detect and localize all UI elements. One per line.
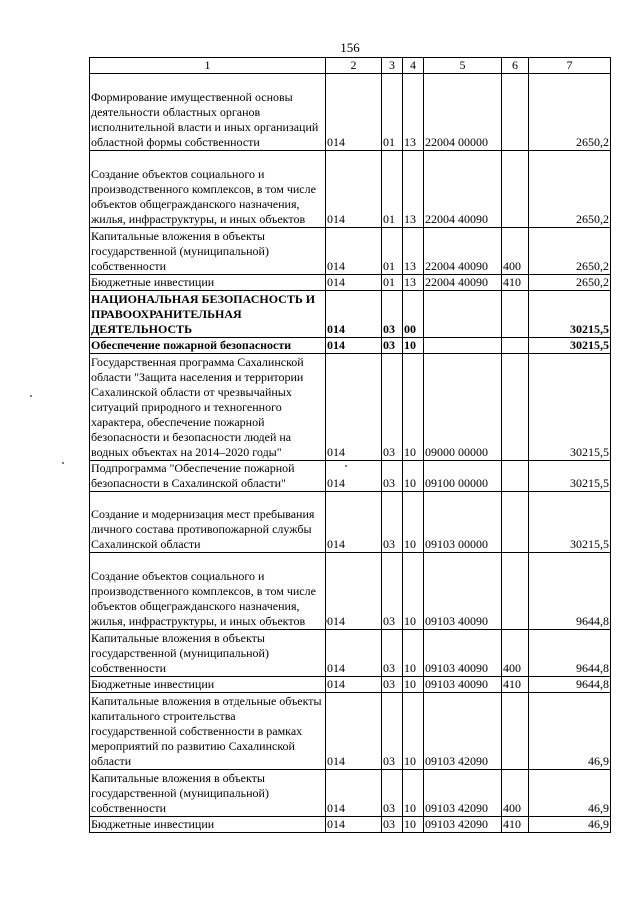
subsection-cell: 00	[403, 291, 424, 338]
code-cell: 014	[326, 354, 382, 461]
expense-type-cell: 410	[502, 817, 529, 833]
expense-type-cell: 400	[502, 228, 529, 275]
code-cell: 014	[326, 817, 382, 833]
table-row	[90, 693, 611, 770]
code-cell: 014	[326, 553, 382, 630]
expense-type-cell	[502, 553, 529, 630]
section-cell: 01	[382, 228, 403, 275]
scan-dot	[325, 620, 327, 622]
target-article-cell: 22004 40090	[424, 228, 502, 275]
header-cell: 5	[424, 58, 502, 74]
code-cell: 014	[326, 74, 382, 151]
row-name-cell: Формирование имущественной основы деятельности областных органов исполнительной власти и иных организаций областной формы собственности	[90, 74, 326, 151]
row-name-cell: Создание и модернизация мест пребывания личного состава противопожарной службы Сахалинской области	[90, 492, 326, 553]
table-body	[90, 58, 611, 833]
amount-cell: 30215,5	[529, 492, 611, 553]
table-row	[90, 553, 611, 630]
row-name-cell: Бюджетные инвестиции	[90, 275, 326, 291]
row-name-cell: Бюджетные инвестиции	[90, 677, 326, 693]
table-row	[90, 677, 611, 693]
section-cell: 01	[382, 74, 403, 151]
subsection-cell: 13	[403, 228, 424, 275]
subsection-cell: 13	[403, 275, 424, 291]
page-number: 156	[340, 40, 360, 55]
row-name-cell: Создание объектов социального и производственного комплексов, в том числе объектов общегражданского назначения, жилья, инфраструктуры, и иных объектов	[90, 151, 326, 228]
section-cell: 03	[382, 461, 403, 492]
expense-type-cell	[502, 693, 529, 770]
row-name-cell: НАЦИОНАЛЬНАЯ БЕЗОПАСНОСТЬ И ПРАВООХРАНИТЕЛЬНАЯ ДЕЯТЕЛЬНОСТЬ	[90, 291, 326, 338]
code-cell: 014	[326, 693, 382, 770]
target-article-cell: 22004 00000	[424, 74, 502, 151]
amount-cell: 2650,2	[529, 228, 611, 275]
subsection-cell: 10	[403, 693, 424, 770]
amount-cell: 2650,2	[529, 151, 611, 228]
expense-type-cell	[502, 151, 529, 228]
code-cell: 014	[326, 151, 382, 228]
section-cell: 03	[382, 553, 403, 630]
header-cell: 3	[382, 58, 403, 74]
section-cell: 03	[382, 354, 403, 461]
row-name-cell: Обеспечение пожарной безопасности	[90, 338, 326, 354]
expense-type-cell	[502, 492, 529, 553]
amount-cell: 30215,5	[529, 354, 611, 461]
row-name-cell: Капитальные вложения в объекты государственной (муниципальной) собственности	[90, 630, 326, 677]
row-name-cell: Капитальные вложения в объекты государственной (муниципальной) собственности	[90, 228, 326, 275]
expense-type-cell	[502, 338, 529, 354]
table-row	[90, 338, 611, 354]
row-name-cell: Капитальные вложения в отдельные объекты капитального строительства государственной собственности в рамках мероприятий по развитию Сахалинской области	[90, 693, 326, 770]
target-article-cell: 09103 40090	[424, 553, 502, 630]
table-row	[90, 228, 611, 275]
table-row	[90, 151, 611, 228]
target-article-cell: 09103 42090	[424, 693, 502, 770]
code-cell: 014	[326, 630, 382, 677]
subsection-cell: 10	[403, 354, 424, 461]
expense-type-cell: 410	[502, 275, 529, 291]
table-row	[90, 770, 611, 817]
table-row	[90, 461, 611, 492]
section-cell: 03	[382, 693, 403, 770]
scan-dot	[62, 462, 64, 464]
table-row	[90, 275, 611, 291]
table-row	[90, 817, 611, 833]
section-cell: 01	[382, 151, 403, 228]
target-article-cell: 09103 00000	[424, 492, 502, 553]
code-cell: 014	[326, 338, 382, 354]
subsection-cell: 10	[403, 630, 424, 677]
amount-cell: 2650,2	[529, 275, 611, 291]
header-cell: 4	[403, 58, 424, 74]
expense-type-cell: 410	[502, 677, 529, 693]
amount-cell: 9644,8	[529, 630, 611, 677]
target-article-cell: 09100 00000	[424, 461, 502, 492]
amount-cell: 30215,5	[529, 338, 611, 354]
code-cell: 014	[326, 770, 382, 817]
subsection-cell: 13	[403, 151, 424, 228]
table-row	[90, 354, 611, 461]
subsection-cell: 10	[403, 817, 424, 833]
target-article-cell: 09103 42090	[424, 770, 502, 817]
target-article-cell: 22004 40090	[424, 151, 502, 228]
target-article-cell: 09103 42090	[424, 817, 502, 833]
header-cell: 2	[326, 58, 382, 74]
table-row	[90, 492, 611, 553]
expense-type-cell	[502, 461, 529, 492]
subsection-cell: 10	[403, 338, 424, 354]
scan-dot	[30, 395, 32, 397]
amount-cell: 46,9	[529, 693, 611, 770]
row-name-cell: Создание объектов социального и производственного комплексов, в том числе объектов общегражданского назначения, жилья, инфраструктуры, и иных объектов	[90, 553, 326, 630]
header-cell: 1	[90, 58, 326, 74]
target-article-cell: 22004 40090	[424, 275, 502, 291]
subsection-cell: 10	[403, 770, 424, 817]
code-cell: 014	[326, 275, 382, 291]
amount-cell: 30215,5	[529, 461, 611, 492]
code-cell: 014	[326, 677, 382, 693]
target-article-cell: 09103 40090	[424, 630, 502, 677]
amount-cell: 2650,2	[529, 74, 611, 151]
amount-cell: 46,9	[529, 817, 611, 833]
subsection-cell: 10	[403, 461, 424, 492]
target-article-cell: 09103 40090	[424, 677, 502, 693]
table-row	[90, 74, 611, 151]
expense-type-cell	[502, 354, 529, 461]
budget-table	[89, 57, 611, 833]
table-row	[90, 630, 611, 677]
code-cell: 014	[326, 492, 382, 553]
header-cell: 6	[502, 58, 529, 74]
header-cell: 7	[529, 58, 611, 74]
section-cell: 03	[382, 338, 403, 354]
target-article-cell	[424, 338, 502, 354]
section-cell: 03	[382, 817, 403, 833]
section-cell: 03	[382, 291, 403, 338]
amount-cell: 46,9	[529, 770, 611, 817]
amount-cell: 9644,8	[529, 677, 611, 693]
section-cell: 03	[382, 630, 403, 677]
section-cell: 03	[382, 677, 403, 693]
target-article-cell: 09000 00000	[424, 354, 502, 461]
table-row	[90, 291, 611, 338]
target-article-cell	[424, 291, 502, 338]
row-name-cell: Государственная программа Сахалинской области "Защита населения и территории Сахалинской области от чрезвычайных ситуаций природного и техногенного характера, обеспечение пожарной безопасности и безопасности людей на водных объектах на 2014–2020 годы"	[90, 354, 326, 461]
subsection-cell: 13	[403, 74, 424, 151]
subsection-cell: 10	[403, 677, 424, 693]
section-cell: 03	[382, 770, 403, 817]
expense-type-cell: 400	[502, 770, 529, 817]
code-cell: 014	[326, 461, 382, 492]
subsection-cell: 10	[403, 492, 424, 553]
section-cell: 03	[382, 492, 403, 553]
amount-cell: 9644,8	[529, 553, 611, 630]
amount-cell: 30215,5	[529, 291, 611, 338]
code-cell: 014	[326, 228, 382, 275]
code-cell: 014	[326, 291, 382, 338]
row-name-cell: Подпрограмма "Обеспечение пожарной безопасности в Сахалинской области"	[90, 461, 326, 492]
scan-dot	[345, 465, 347, 467]
expense-type-cell	[502, 74, 529, 151]
expense-type-cell	[502, 291, 529, 338]
subsection-cell: 10	[403, 553, 424, 630]
section-cell: 01	[382, 275, 403, 291]
row-name-cell: Бюджетные инвестиции	[90, 817, 326, 833]
row-name-cell: Капитальные вложения в объекты государственной (муниципальной) собственности	[90, 770, 326, 817]
header-row	[90, 58, 611, 74]
expense-type-cell: 400	[502, 630, 529, 677]
